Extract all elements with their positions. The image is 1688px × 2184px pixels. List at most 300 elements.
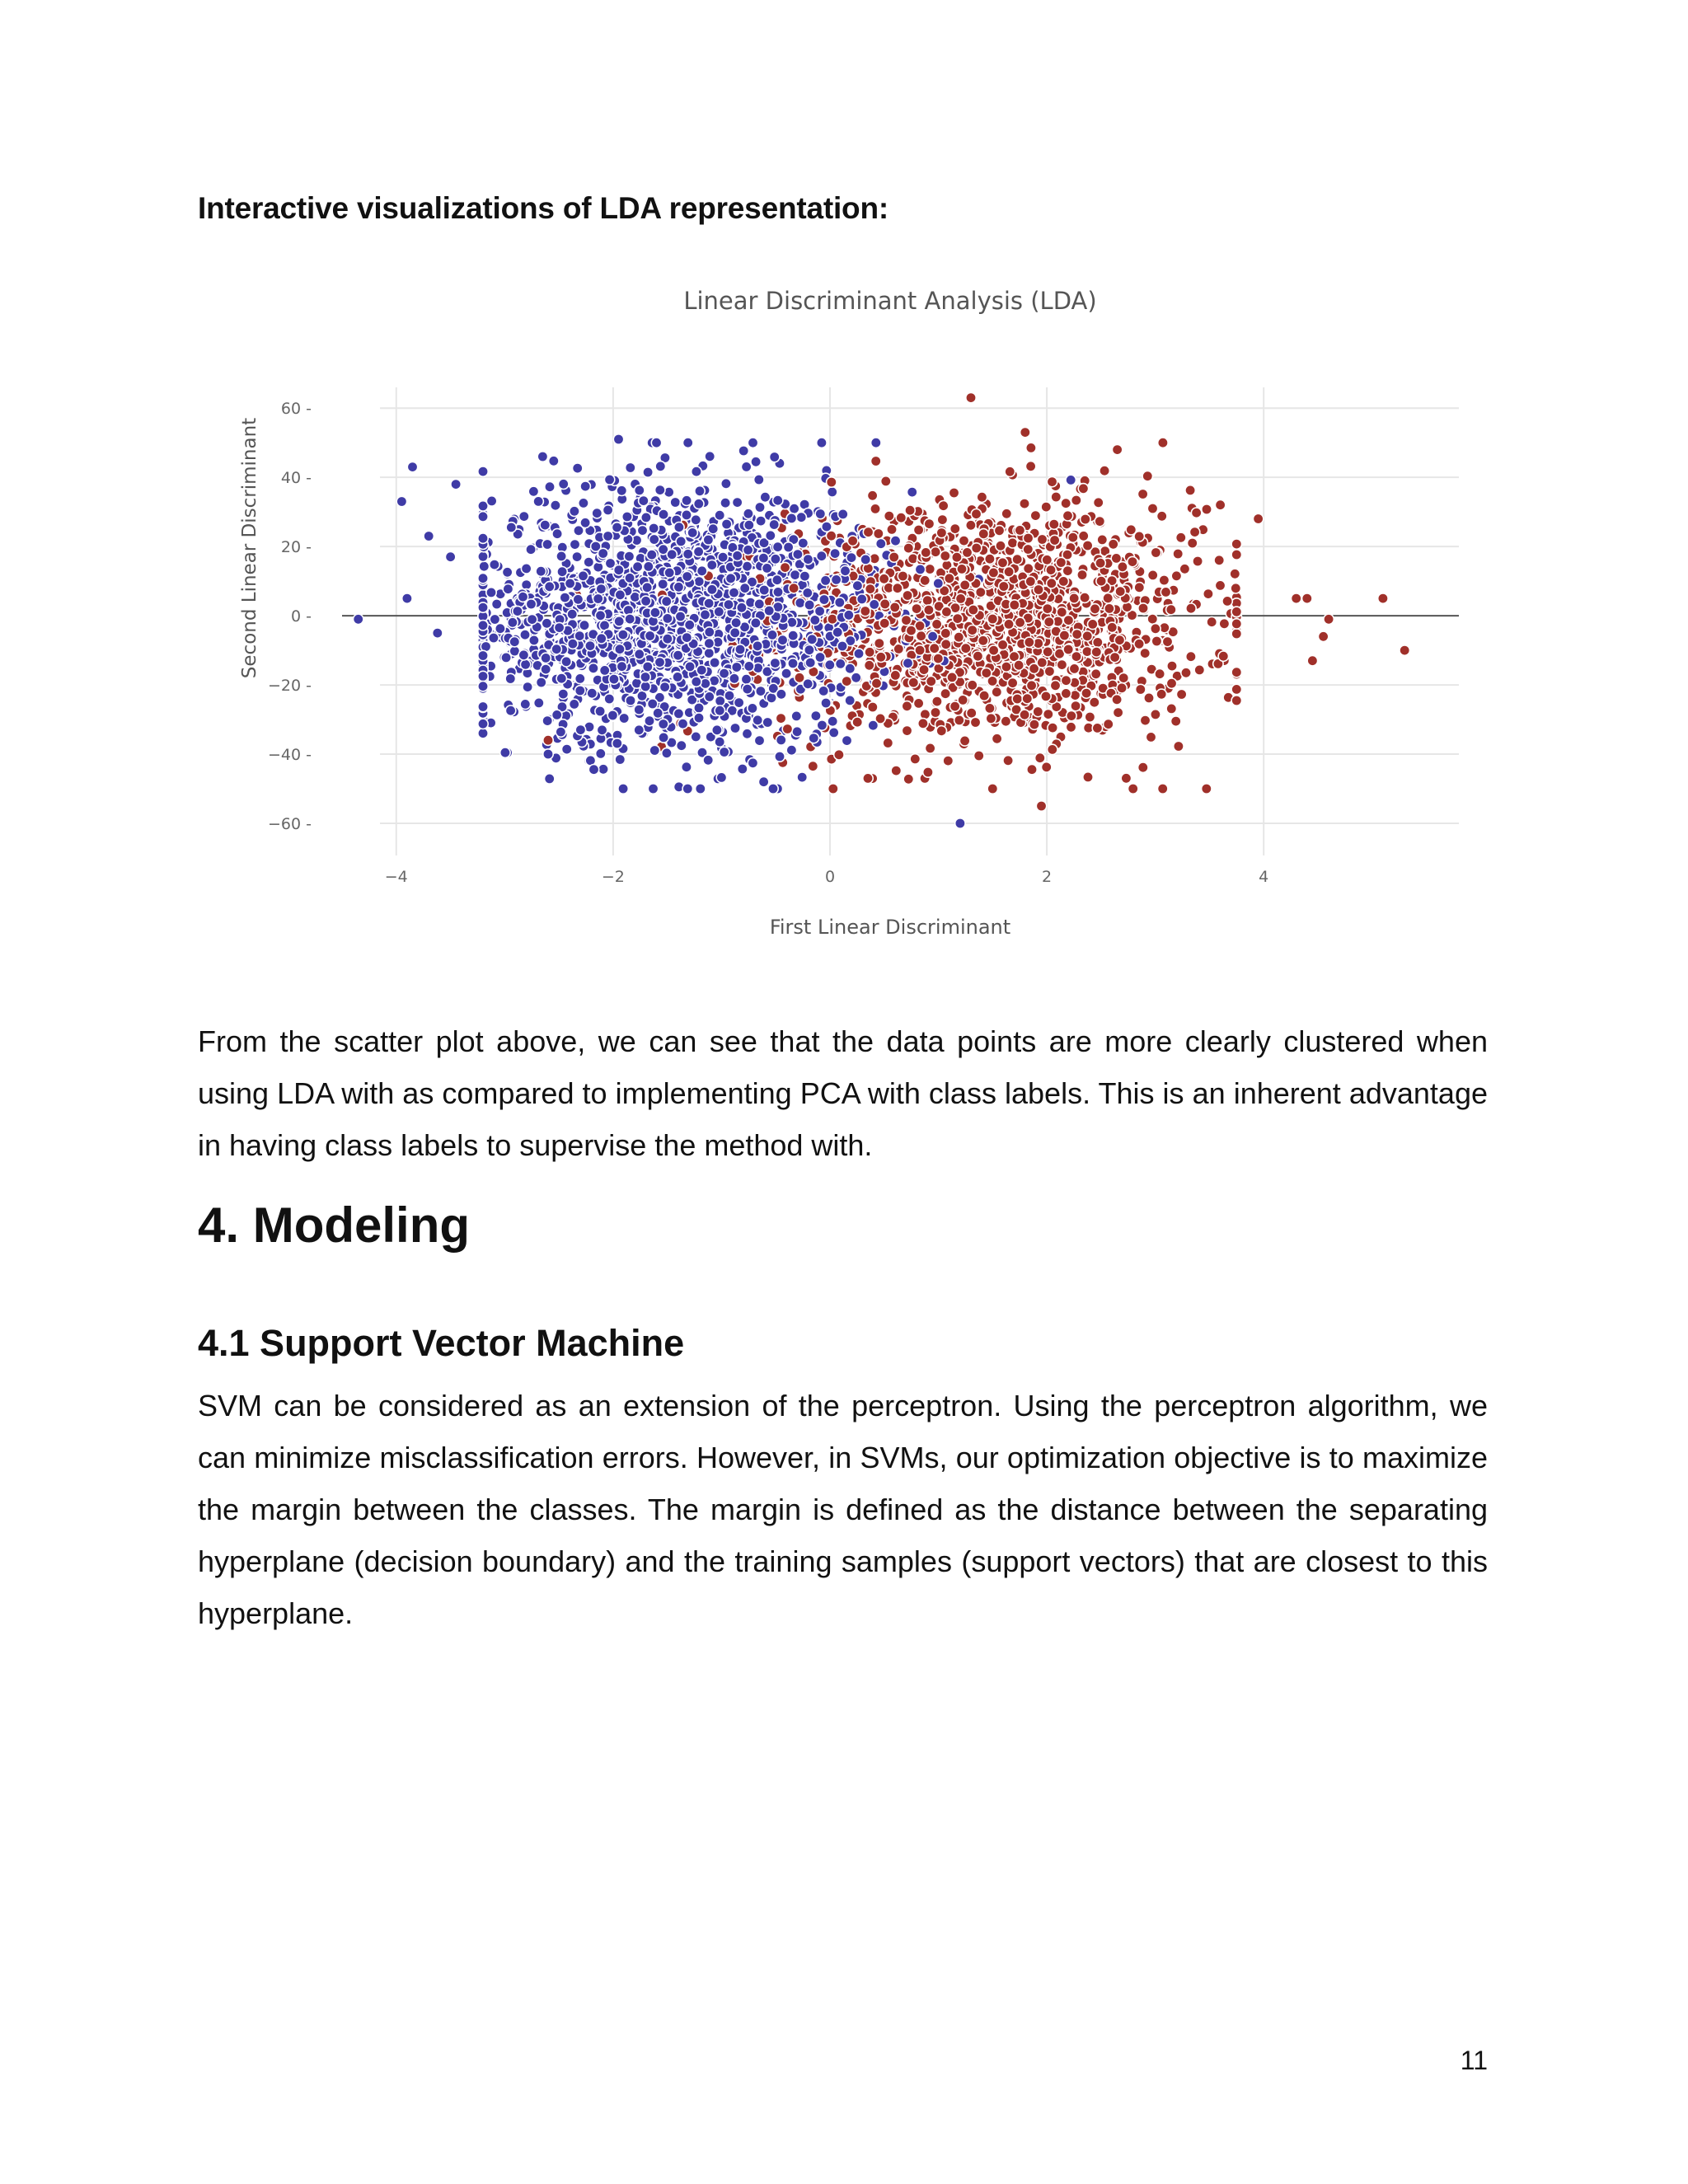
scatter-point bbox=[1302, 593, 1312, 603]
scatter-point bbox=[696, 665, 706, 675]
scatter-point bbox=[1091, 647, 1101, 657]
scatter-point bbox=[1057, 659, 1067, 669]
scatter-point bbox=[852, 717, 862, 727]
scatter-point bbox=[1041, 502, 1051, 512]
scatter-point bbox=[545, 774, 555, 784]
scatter-point bbox=[986, 714, 996, 724]
scatter-point bbox=[424, 531, 434, 541]
scatter-point bbox=[725, 574, 735, 583]
scatter-point bbox=[704, 598, 714, 608]
scatter-point bbox=[478, 719, 488, 729]
scatter-point bbox=[1193, 556, 1203, 566]
scatter-point bbox=[845, 663, 855, 673]
scatter-point bbox=[777, 635, 787, 645]
scatter-point bbox=[635, 649, 645, 659]
scatter-point bbox=[932, 696, 942, 706]
scatter-point bbox=[1037, 534, 1047, 544]
scatter-point bbox=[407, 462, 417, 471]
scatter-point bbox=[1093, 637, 1103, 647]
scatter-point bbox=[655, 462, 665, 471]
scatter-point bbox=[541, 653, 551, 663]
scatter-point bbox=[635, 485, 645, 495]
scatter-point bbox=[970, 717, 980, 727]
scatter-point bbox=[653, 708, 663, 718]
scatter-point bbox=[537, 452, 547, 462]
y-axis-label: Second Linear Discriminant bbox=[239, 417, 260, 679]
scatter-point bbox=[762, 563, 771, 573]
scatter-point bbox=[1061, 688, 1071, 698]
scatter-point bbox=[950, 523, 960, 533]
y-tick-label: 0 - bbox=[291, 607, 312, 626]
scatter-point bbox=[952, 552, 962, 562]
scatter-point bbox=[584, 557, 593, 567]
scatter-point bbox=[593, 593, 603, 603]
scatter-point bbox=[520, 659, 530, 669]
scatter-point bbox=[478, 574, 488, 583]
scatter-point bbox=[748, 758, 757, 768]
lda-scatter-chart[interactable] bbox=[231, 272, 1484, 964]
scatter-point bbox=[561, 657, 571, 667]
scatter-point bbox=[865, 583, 875, 593]
scatter-point bbox=[740, 583, 750, 593]
scatter-point bbox=[874, 638, 884, 648]
scatter-point bbox=[650, 607, 660, 617]
scatter-point bbox=[776, 735, 786, 745]
scatter-point bbox=[891, 766, 901, 776]
scatter-point bbox=[536, 566, 546, 576]
scatter-point bbox=[927, 631, 937, 641]
paragraph-lda-conclusion: From the scatter plot above, we can see that the data points are more clearly clustered when using LDA with as compared to implementing PCA with class labels. This is an inherent advantage in having class labels to supervise the method with. bbox=[198, 1024, 1488, 1162]
scatter-point bbox=[1030, 510, 1040, 520]
scatter-point bbox=[947, 673, 957, 682]
scatter-point bbox=[1156, 689, 1166, 699]
scatter-point bbox=[773, 587, 783, 597]
scatter-point bbox=[562, 744, 572, 754]
scatter-point bbox=[1081, 688, 1091, 698]
scatter-point bbox=[543, 749, 553, 759]
scatter-point bbox=[554, 622, 564, 632]
scatter-point bbox=[815, 652, 825, 662]
scatter-point bbox=[659, 733, 668, 743]
scatter-point bbox=[509, 637, 519, 647]
scatter-point bbox=[1042, 555, 1052, 565]
scatter-point bbox=[771, 554, 781, 564]
x-tick-label: −2 bbox=[601, 868, 625, 886]
scatter-point bbox=[1219, 619, 1229, 629]
scatter-point bbox=[543, 735, 553, 745]
scatter-point bbox=[519, 511, 529, 521]
scatter-point bbox=[1112, 695, 1122, 705]
paragraph-svm-description: SVM can be considered as an extension of the perceptron. Using the perceptron algorithm, we can minimize misclassification errors. However, in SVMs, our optimization objective is to maximize the margin between the classes. The margin is defined as the distance between the separating hyperplane (decision boundary) and the training samples (support vectors) that are closest to this hyperplane. bbox=[198, 1389, 1488, 1630]
scatter-point bbox=[1174, 741, 1184, 751]
scatter-point bbox=[730, 628, 740, 638]
scatter-point bbox=[495, 624, 505, 634]
scatter-point bbox=[451, 479, 461, 489]
scatter-point bbox=[786, 513, 796, 523]
scatter-point bbox=[715, 705, 724, 715]
scatter-point bbox=[542, 618, 551, 628]
scatter-point bbox=[923, 767, 933, 777]
scatter-point bbox=[871, 438, 881, 448]
scatter-point bbox=[691, 515, 701, 525]
scatter-point bbox=[987, 784, 997, 794]
scatter-point bbox=[615, 590, 625, 600]
scatter-point bbox=[792, 727, 802, 737]
scatter-point bbox=[613, 434, 623, 444]
scatter-point bbox=[478, 551, 488, 561]
section-heading-modeling: 4. Modeling bbox=[198, 1197, 470, 1253]
scatter-point bbox=[940, 551, 950, 560]
scatter-point bbox=[933, 654, 943, 663]
scatter-point bbox=[614, 565, 624, 575]
scatter-point bbox=[692, 677, 701, 687]
scatter-point bbox=[755, 502, 765, 512]
scatter-point bbox=[828, 716, 837, 726]
scatter-point bbox=[1025, 576, 1035, 586]
scatter-point bbox=[896, 513, 906, 523]
scatter-point bbox=[1061, 499, 1071, 509]
scatter-point bbox=[625, 614, 635, 624]
scatter-point bbox=[675, 612, 685, 621]
scatter-point bbox=[549, 456, 559, 466]
scatter-point bbox=[793, 549, 803, 559]
scatter-point bbox=[828, 784, 838, 794]
scatter-point bbox=[781, 668, 791, 678]
scatter-point bbox=[953, 613, 963, 623]
scatter-point bbox=[1035, 753, 1045, 763]
scatter-point bbox=[852, 581, 862, 591]
scatter-point bbox=[973, 651, 982, 661]
scatter-point bbox=[913, 698, 923, 708]
scatter-point bbox=[724, 691, 734, 701]
scatter-point bbox=[673, 709, 683, 719]
scatter-point bbox=[513, 606, 523, 616]
scatter-point bbox=[637, 691, 647, 701]
scatter-point bbox=[887, 524, 897, 534]
y-tick-label: 60 - bbox=[280, 400, 312, 419]
x-tick-label: 2 bbox=[1042, 868, 1053, 886]
scatter-point bbox=[738, 446, 748, 456]
scatter-point bbox=[710, 658, 720, 668]
scatter-point bbox=[575, 724, 585, 734]
scatter-point bbox=[527, 614, 537, 624]
scatter-point bbox=[966, 520, 976, 530]
scatter-point bbox=[1138, 762, 1148, 772]
scatter-point bbox=[634, 705, 644, 715]
scatter-point bbox=[729, 673, 739, 683]
scatter-point bbox=[478, 701, 488, 711]
scatter-point bbox=[881, 476, 891, 486]
scatter-point bbox=[971, 509, 981, 519]
scatter-point bbox=[604, 475, 614, 485]
scatter-point bbox=[902, 701, 912, 711]
scatter-point bbox=[603, 531, 612, 541]
scatter-point bbox=[803, 588, 813, 598]
scatter-point bbox=[825, 660, 835, 670]
scatter-point bbox=[685, 662, 695, 672]
scatter-point bbox=[1079, 531, 1089, 541]
scatter-point bbox=[521, 564, 531, 574]
scatter-point bbox=[607, 710, 617, 720]
scatter-point bbox=[744, 520, 754, 530]
scatter-point bbox=[1080, 593, 1090, 602]
scatter-point bbox=[501, 653, 511, 663]
scatter-point bbox=[478, 533, 488, 543]
scatter-point bbox=[868, 702, 878, 712]
scatter-point bbox=[685, 620, 695, 630]
scatter-point bbox=[1148, 570, 1158, 580]
scatter-point bbox=[1027, 765, 1037, 775]
scatter-point bbox=[715, 737, 724, 747]
scatter-point bbox=[916, 631, 926, 641]
scatter-point bbox=[694, 499, 704, 509]
scatter-point bbox=[715, 696, 725, 705]
scatter-point bbox=[903, 590, 912, 600]
scatter-point bbox=[814, 606, 824, 616]
scatter-point bbox=[924, 518, 934, 528]
scatter-point bbox=[1097, 535, 1107, 545]
scatter-point bbox=[622, 512, 632, 522]
scatter-point bbox=[961, 644, 971, 654]
scatter-point bbox=[534, 698, 544, 708]
scatter-point bbox=[1126, 525, 1136, 535]
scatter-point bbox=[659, 719, 668, 729]
scatter-point bbox=[1142, 471, 1152, 481]
scatter-point bbox=[988, 568, 998, 578]
scatter-point bbox=[1043, 647, 1053, 657]
scatter-point bbox=[682, 510, 692, 520]
scatter-point bbox=[580, 481, 590, 491]
scatter-point bbox=[949, 488, 959, 498]
scatter-point bbox=[1001, 662, 1011, 672]
scatter-point bbox=[588, 765, 598, 775]
scatter-point bbox=[903, 774, 913, 784]
scatter-point bbox=[791, 711, 801, 721]
scatter-point bbox=[827, 477, 837, 487]
scatter-point bbox=[756, 686, 766, 696]
scatter-point bbox=[954, 632, 964, 642]
scatter-point bbox=[579, 621, 589, 630]
subsection-heading-svm: 4.1 Support Vector Machine bbox=[198, 1322, 685, 1364]
scatter-point bbox=[648, 699, 658, 709]
scatter-point bbox=[730, 723, 740, 733]
scatter-point bbox=[913, 525, 923, 535]
scatter-point bbox=[696, 784, 706, 794]
scatter-point bbox=[682, 571, 692, 581]
scatter-point bbox=[1160, 587, 1170, 597]
scatter-point bbox=[705, 452, 715, 462]
scatter-point bbox=[1231, 684, 1241, 694]
scatter-point bbox=[1095, 516, 1104, 526]
scatter-point bbox=[619, 713, 629, 723]
scatter-point bbox=[664, 568, 674, 578]
scatter-point bbox=[1026, 681, 1036, 691]
scatter-point bbox=[694, 703, 704, 713]
scatter-point bbox=[560, 593, 570, 602]
scatter-point bbox=[567, 609, 577, 619]
scatter-point bbox=[1202, 784, 1212, 794]
scatter-point bbox=[1134, 639, 1144, 649]
scatter-point bbox=[996, 541, 1006, 551]
scatter-point bbox=[632, 562, 642, 572]
scatter-point bbox=[820, 575, 830, 585]
scatter-point bbox=[1202, 504, 1212, 514]
scatter-point bbox=[433, 628, 443, 638]
scatter-point bbox=[1071, 495, 1081, 505]
scatter-point bbox=[808, 762, 818, 771]
scatter-point bbox=[1023, 533, 1033, 543]
scatter-point bbox=[478, 729, 488, 738]
scatter-point bbox=[738, 764, 748, 774]
scatter-point bbox=[617, 485, 626, 495]
scatter-point bbox=[682, 632, 692, 642]
scatter-point bbox=[818, 686, 828, 696]
scatter-point bbox=[1166, 605, 1176, 615]
scatter-point bbox=[624, 551, 634, 561]
scatter-point bbox=[1094, 498, 1104, 508]
scatter-point bbox=[1100, 466, 1109, 476]
scatter-point bbox=[1047, 476, 1057, 486]
intro-heading: Interactive visualizations of LDA representation: bbox=[198, 191, 889, 225]
scatter-point bbox=[776, 713, 785, 723]
scatter-point bbox=[868, 720, 878, 730]
scatter-point bbox=[707, 584, 717, 594]
scatter-point bbox=[545, 582, 555, 592]
chart-title: Linear Discriminant Analysis (LDA) bbox=[683, 287, 1097, 315]
scatter-point bbox=[782, 724, 792, 733]
scatter-point bbox=[579, 498, 588, 508]
scatter-point bbox=[1063, 644, 1073, 654]
scatter-point bbox=[1012, 694, 1022, 704]
scatter-point bbox=[645, 630, 654, 640]
scatter-point bbox=[851, 673, 861, 682]
scatter-point bbox=[640, 596, 650, 606]
scatter-point bbox=[1061, 676, 1071, 686]
scatter-point bbox=[558, 689, 568, 699]
scatter-point bbox=[676, 537, 686, 546]
scatter-point bbox=[959, 536, 968, 546]
scatter-point bbox=[775, 752, 785, 762]
scatter-point bbox=[1056, 557, 1066, 567]
y-tick-label: −40 - bbox=[268, 746, 312, 765]
scatter-point bbox=[557, 567, 567, 577]
scatter-point bbox=[592, 509, 602, 518]
scatter-point bbox=[1231, 696, 1241, 705]
scatter-point bbox=[931, 619, 941, 629]
scatter-point bbox=[1090, 604, 1100, 614]
scatter-point bbox=[644, 561, 654, 571]
scatter-point bbox=[754, 735, 764, 745]
scatter-point bbox=[767, 630, 777, 640]
scatter-point bbox=[503, 584, 513, 594]
scatter-point bbox=[796, 513, 806, 523]
scatter-point bbox=[754, 475, 764, 485]
y-tick-label: −20 - bbox=[268, 677, 312, 696]
scatter-point bbox=[1231, 619, 1241, 629]
scatter-point bbox=[1155, 669, 1165, 679]
scatter-point bbox=[682, 784, 692, 794]
scatter-point bbox=[789, 583, 799, 593]
scatter-point bbox=[478, 671, 488, 681]
scatter-point bbox=[760, 492, 770, 502]
scatter-point bbox=[1020, 710, 1029, 719]
scatter-point bbox=[940, 628, 950, 638]
scatter-point bbox=[1026, 443, 1036, 452]
scatter-point bbox=[568, 639, 578, 649]
scatter-point bbox=[930, 644, 940, 654]
y-tick-label: −60 - bbox=[268, 815, 312, 834]
scatter-point bbox=[643, 467, 653, 477]
scatter-point bbox=[647, 550, 657, 560]
scatter-point bbox=[518, 650, 528, 660]
scatter-point bbox=[705, 627, 715, 637]
scatter-point bbox=[743, 545, 753, 555]
scatter-point bbox=[874, 528, 884, 538]
scatter-point bbox=[634, 725, 644, 735]
scatter-point bbox=[822, 522, 832, 532]
scatter-point bbox=[766, 531, 776, 541]
x-tick-label: 0 bbox=[824, 868, 836, 886]
scatter-point bbox=[918, 719, 928, 729]
scatter-point bbox=[767, 693, 776, 703]
scatter-point bbox=[595, 706, 605, 716]
scatter-point bbox=[966, 392, 976, 402]
scatter-point bbox=[901, 615, 911, 625]
scatter-point bbox=[574, 526, 584, 536]
scatter-point bbox=[1188, 538, 1198, 548]
scatter-point bbox=[721, 479, 731, 489]
scatter-point bbox=[529, 635, 539, 645]
y-tick-label: 20 - bbox=[280, 538, 312, 557]
scatter-point bbox=[936, 527, 946, 537]
scatter-point bbox=[640, 672, 650, 682]
scatter-point bbox=[1189, 527, 1199, 537]
scatter-point bbox=[396, 496, 406, 506]
scatter-point bbox=[1134, 583, 1144, 593]
scatter-point bbox=[832, 627, 842, 637]
scatter-point bbox=[772, 575, 782, 585]
scatter-point bbox=[987, 614, 997, 624]
scatter-point bbox=[1186, 603, 1196, 613]
x-tick-label: 4 bbox=[1259, 868, 1269, 886]
scatter-point bbox=[1025, 637, 1034, 647]
scatter-point bbox=[478, 650, 488, 660]
scatter-point bbox=[921, 547, 931, 557]
scatter-point bbox=[1088, 619, 1098, 629]
scatter-point bbox=[1324, 614, 1334, 624]
scatter-point bbox=[798, 538, 808, 548]
scatter-point bbox=[1146, 732, 1156, 742]
scatter-point bbox=[871, 456, 881, 466]
scatter-point bbox=[1151, 624, 1160, 634]
scatter-point bbox=[828, 487, 837, 497]
scatter-point bbox=[700, 610, 710, 620]
scatter-point bbox=[1067, 710, 1076, 720]
scatter-point bbox=[703, 535, 713, 545]
scatter-point bbox=[982, 668, 992, 677]
scatter-point bbox=[659, 682, 669, 691]
scatter-point bbox=[985, 554, 995, 564]
scatter-point bbox=[865, 647, 874, 657]
scatter-point bbox=[974, 751, 984, 761]
scatter-point bbox=[645, 716, 654, 726]
scatter-point bbox=[804, 645, 814, 655]
scatter-point bbox=[572, 551, 582, 561]
scatter-point bbox=[617, 662, 626, 672]
scatter-point bbox=[704, 639, 714, 649]
scatter-point bbox=[1014, 660, 1024, 670]
scatter-point bbox=[704, 648, 714, 658]
